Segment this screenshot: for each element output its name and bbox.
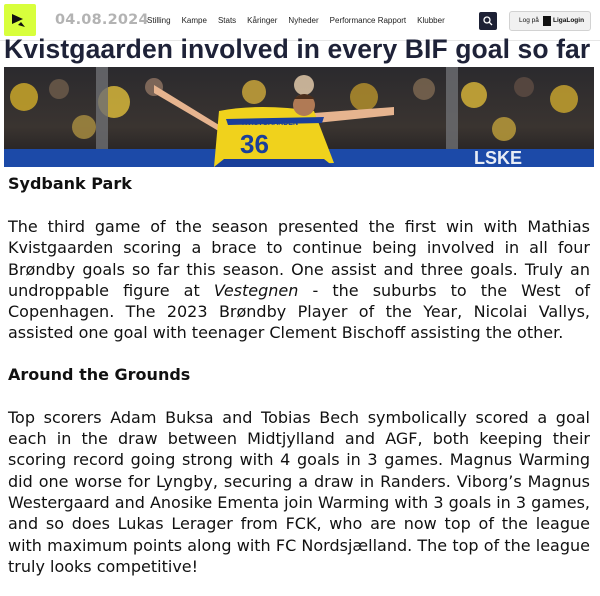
article-paragraph-1 <box>8 216 590 344</box>
jersey-name: KVISTGAARDEN <box>242 120 299 127</box>
hero-image <box>4 67 594 167</box>
nav-item-performance-rapport[interactable]: Performance Rapport <box>329 16 407 25</box>
nav-item-nyheder[interactable]: Nyheder <box>288 16 319 25</box>
hero-photo-illustration <box>4 67 594 167</box>
section-heading-around-the-grounds: Around the Grounds <box>8 364 191 384</box>
paragraph-1-text-a: The third game of the season presented the first win with Mathias Kvistgaarden scoring a brace to continue being involved in all four Brøndby goals so far this season. One assist and three goals. Truly an undroppable figure at <box>8 217 590 300</box>
login-brand: LigaLogin <box>553 17 585 24</box>
section-heading-sydbank-park: Sydbank Park <box>8 174 132 193</box>
nav-item-stilling[interactable]: Stilling <box>147 16 171 25</box>
article-body <box>8 174 590 577</box>
nav-item-kaaringer[interactable]: Kåringer <box>247 16 278 25</box>
svg-text:LSKE: LSKE <box>474 148 523 167</box>
ligalogin-icon <box>543 16 551 26</box>
article-title: Kvistgaarden involved in every BIF goal so far <box>4 34 591 64</box>
nav-item-kampe[interactable]: Kampe <box>181 16 207 25</box>
superliga-logo-icon[interactable] <box>4 4 36 36</box>
search-button[interactable] <box>479 12 497 30</box>
article-paragraph-2: Top scorers Adam Buksa and Tobias Bech symbolically scored a goal each in the draw between Midtjylland and AGF, both keeping their scoring record going strong with 4 goals in 3 games. Magnus Warming did one worse for Lyngby, securing a draw in Randers. Viborg’s Magnus Westergaard and Anosike Ementa join Warming with 3 goals in 3 games, and so does Lukas Lerager from FCK, who are now top of the league with maximum points along with FC Nordsjælland. The top of the league truly looks competitive! <box>8 407 590 576</box>
login-button[interactable] <box>509 11 591 31</box>
logo-mark-icon <box>10 10 30 30</box>
paragraph-1-text-b: - the suburbs to the West of Copenhagen. The 2023 Brøndby Player of the Year, Nicolai Vallys, assisted one goal with teenager Clement Bischoff assisting the other. <box>8 280 590 343</box>
search-icon <box>483 16 493 26</box>
main-nav <box>147 16 456 25</box>
vestegnen-term: Vestegnen <box>213 280 299 300</box>
match-date: 04.08.2024 <box>55 12 149 28</box>
nav-item-stats[interactable]: Stats <box>217 16 237 25</box>
jersey-number: 36 <box>240 129 269 159</box>
login-label: Log på <box>519 17 539 24</box>
nav-item-klubber[interactable]: Klubber <box>417 16 445 25</box>
